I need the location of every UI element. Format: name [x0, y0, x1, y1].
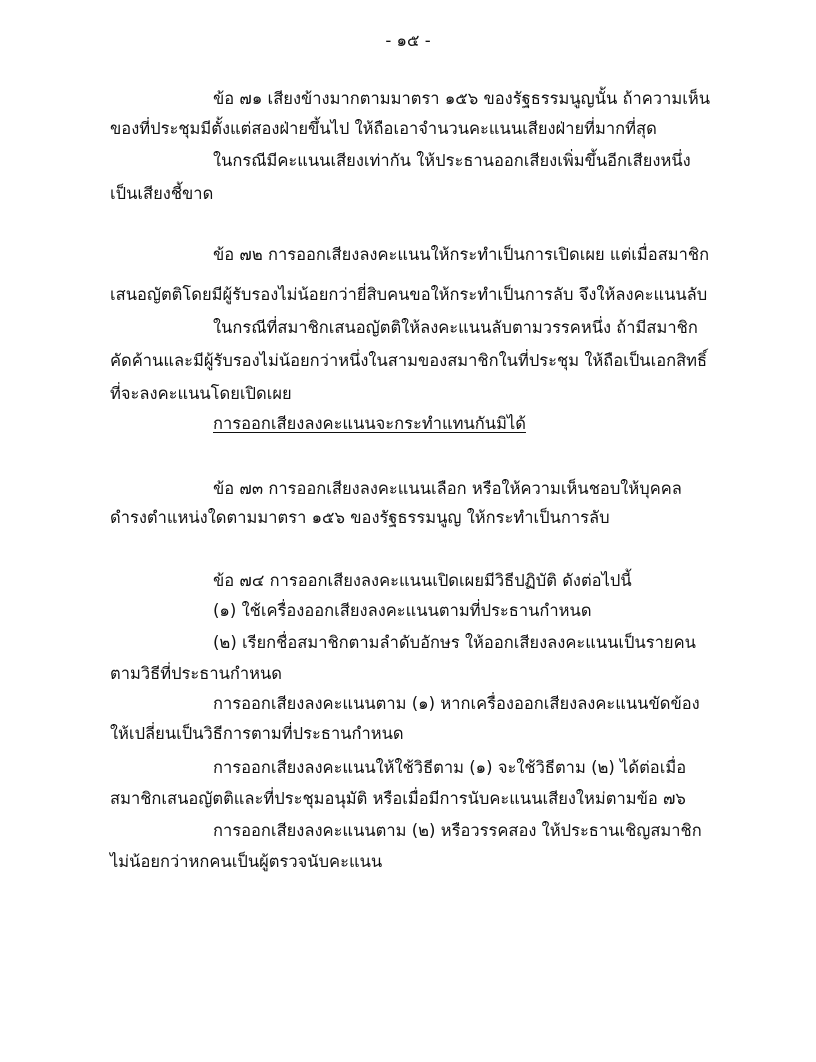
clause-74-line-1: ข้อ ๗๔ การออกเสียงลงคะแนนเปิดเผยมีวิธีปฏิบัติ ดังต่อไปนี้ — [213, 571, 632, 590]
clause-72-line-1: ข้อ ๗๒ การออกเสียงลงคะแนนให้กระทำเป็นการเปิดเผย แต่เมื่อสมาชิก — [213, 245, 710, 264]
clause-72-line-6-underlined: การออกเสียงลงคะแนนจะกระทำแทนกันมิได้ — [213, 414, 526, 433]
clause-71-line-2: ของที่ประชุมมีตั้งแต่สองฝ่ายขึ้นไป ให้ถือเอาจำนวนคะแนนเสียงฝ่ายที่มากที่สุด — [110, 119, 657, 138]
clause-74-line-7: การออกเสียงลงคะแนนให้ใช้วิธีตาม (๑) จะใช้วิธีตาม (๒) ได้ต่อเมื่อ — [213, 758, 687, 777]
clause-74-line-8: สมาชิกเสนอญัตติและที่ประชุมอนุมัติ หรือเมื่อมีการนับคะแนนเสียงใหม่ตามข้อ ๗๖ — [110, 789, 686, 808]
clause-74-line-3: (๒) เรียกชื่อสมาชิกตามลำดับอักษร ให้ออกเสียงลงคะแนนเป็นรายคน — [213, 633, 696, 652]
clause-71-line-4: เป็นเสียงชี้ขาด — [110, 184, 214, 203]
clause-74-line-4: ตามวิธีที่ประธานกำหนด — [110, 664, 283, 683]
clause-74-line-6: ให้เปลี่ยนเป็นวิธีการตามที่ประธานกำหนด — [110, 724, 404, 743]
clause-74-line-9: การออกเสียงลงคะแนนตาม (๒) หรือวรรคสอง ให้ประธานเชิญสมาชิก — [213, 821, 702, 840]
clause-72-line-4: คัดค้านและมีผู้รับรองไม่น้อยกว่าหนึ่งในสามของสมาชิกในที่ประชุม ให้ถือเป็นเอกสิทธิ์ — [110, 351, 708, 370]
clause-72-line-3: ในกรณีที่สมาชิกเสนอญัตติให้ลงคะแนนลับตามวรรคหนึ่ง ถ้ามีสมาชิก — [213, 318, 698, 337]
clause-74-line-5: การออกเสียงลงคะแนนตาม (๑) หากเครื่องออกเสียงลงคะแนนขัดข้อง — [213, 694, 700, 713]
clause-72-line-5: ที่จะลงคะแนนโดยเปิดเผย — [110, 384, 292, 403]
clause-72-line-2: เสนอญัตติโดยมีผู้รับรองไม่น้อยกว่ายี่สิบคนขอให้กระทำเป็นการลับ จึงให้ลงคะแนนลับ — [110, 285, 708, 304]
clause-73-line-1: ข้อ ๗๓ การออกเสียงลงคะแนนเลือก หรือให้ความเห็นชอบให้บุคคล — [213, 479, 682, 498]
page-number: - ๑๕ - — [385, 31, 431, 50]
clause-74-line-2: (๑) ใช้เครื่องออกเสียงลงคะแนนตามที่ประธานกำหนด — [213, 601, 592, 620]
clause-71-line-3: ในกรณีมีคะแนนเสียงเท่ากัน ให้ประธานออกเสียงเพิ่มขึ้นอีกเสียงหนึ่ง — [213, 151, 691, 170]
clause-74-line-10: ไม่น้อยกว่าหกคนเป็นผู้ตรวจนับคะแนน — [110, 852, 383, 871]
clause-71-line-1: ข้อ ๗๑ เสียงข้างมากตามมาตรา ๑๕๖ ของรัฐธรรมนูญนั้น ถ้าความเห็น — [213, 89, 711, 108]
clause-73-line-2: ดำรงตำแหน่งใดตามมาตรา ๑๕๖ ของรัฐธรรมนูญ ให้กระทำเป็นการลับ — [110, 508, 610, 527]
